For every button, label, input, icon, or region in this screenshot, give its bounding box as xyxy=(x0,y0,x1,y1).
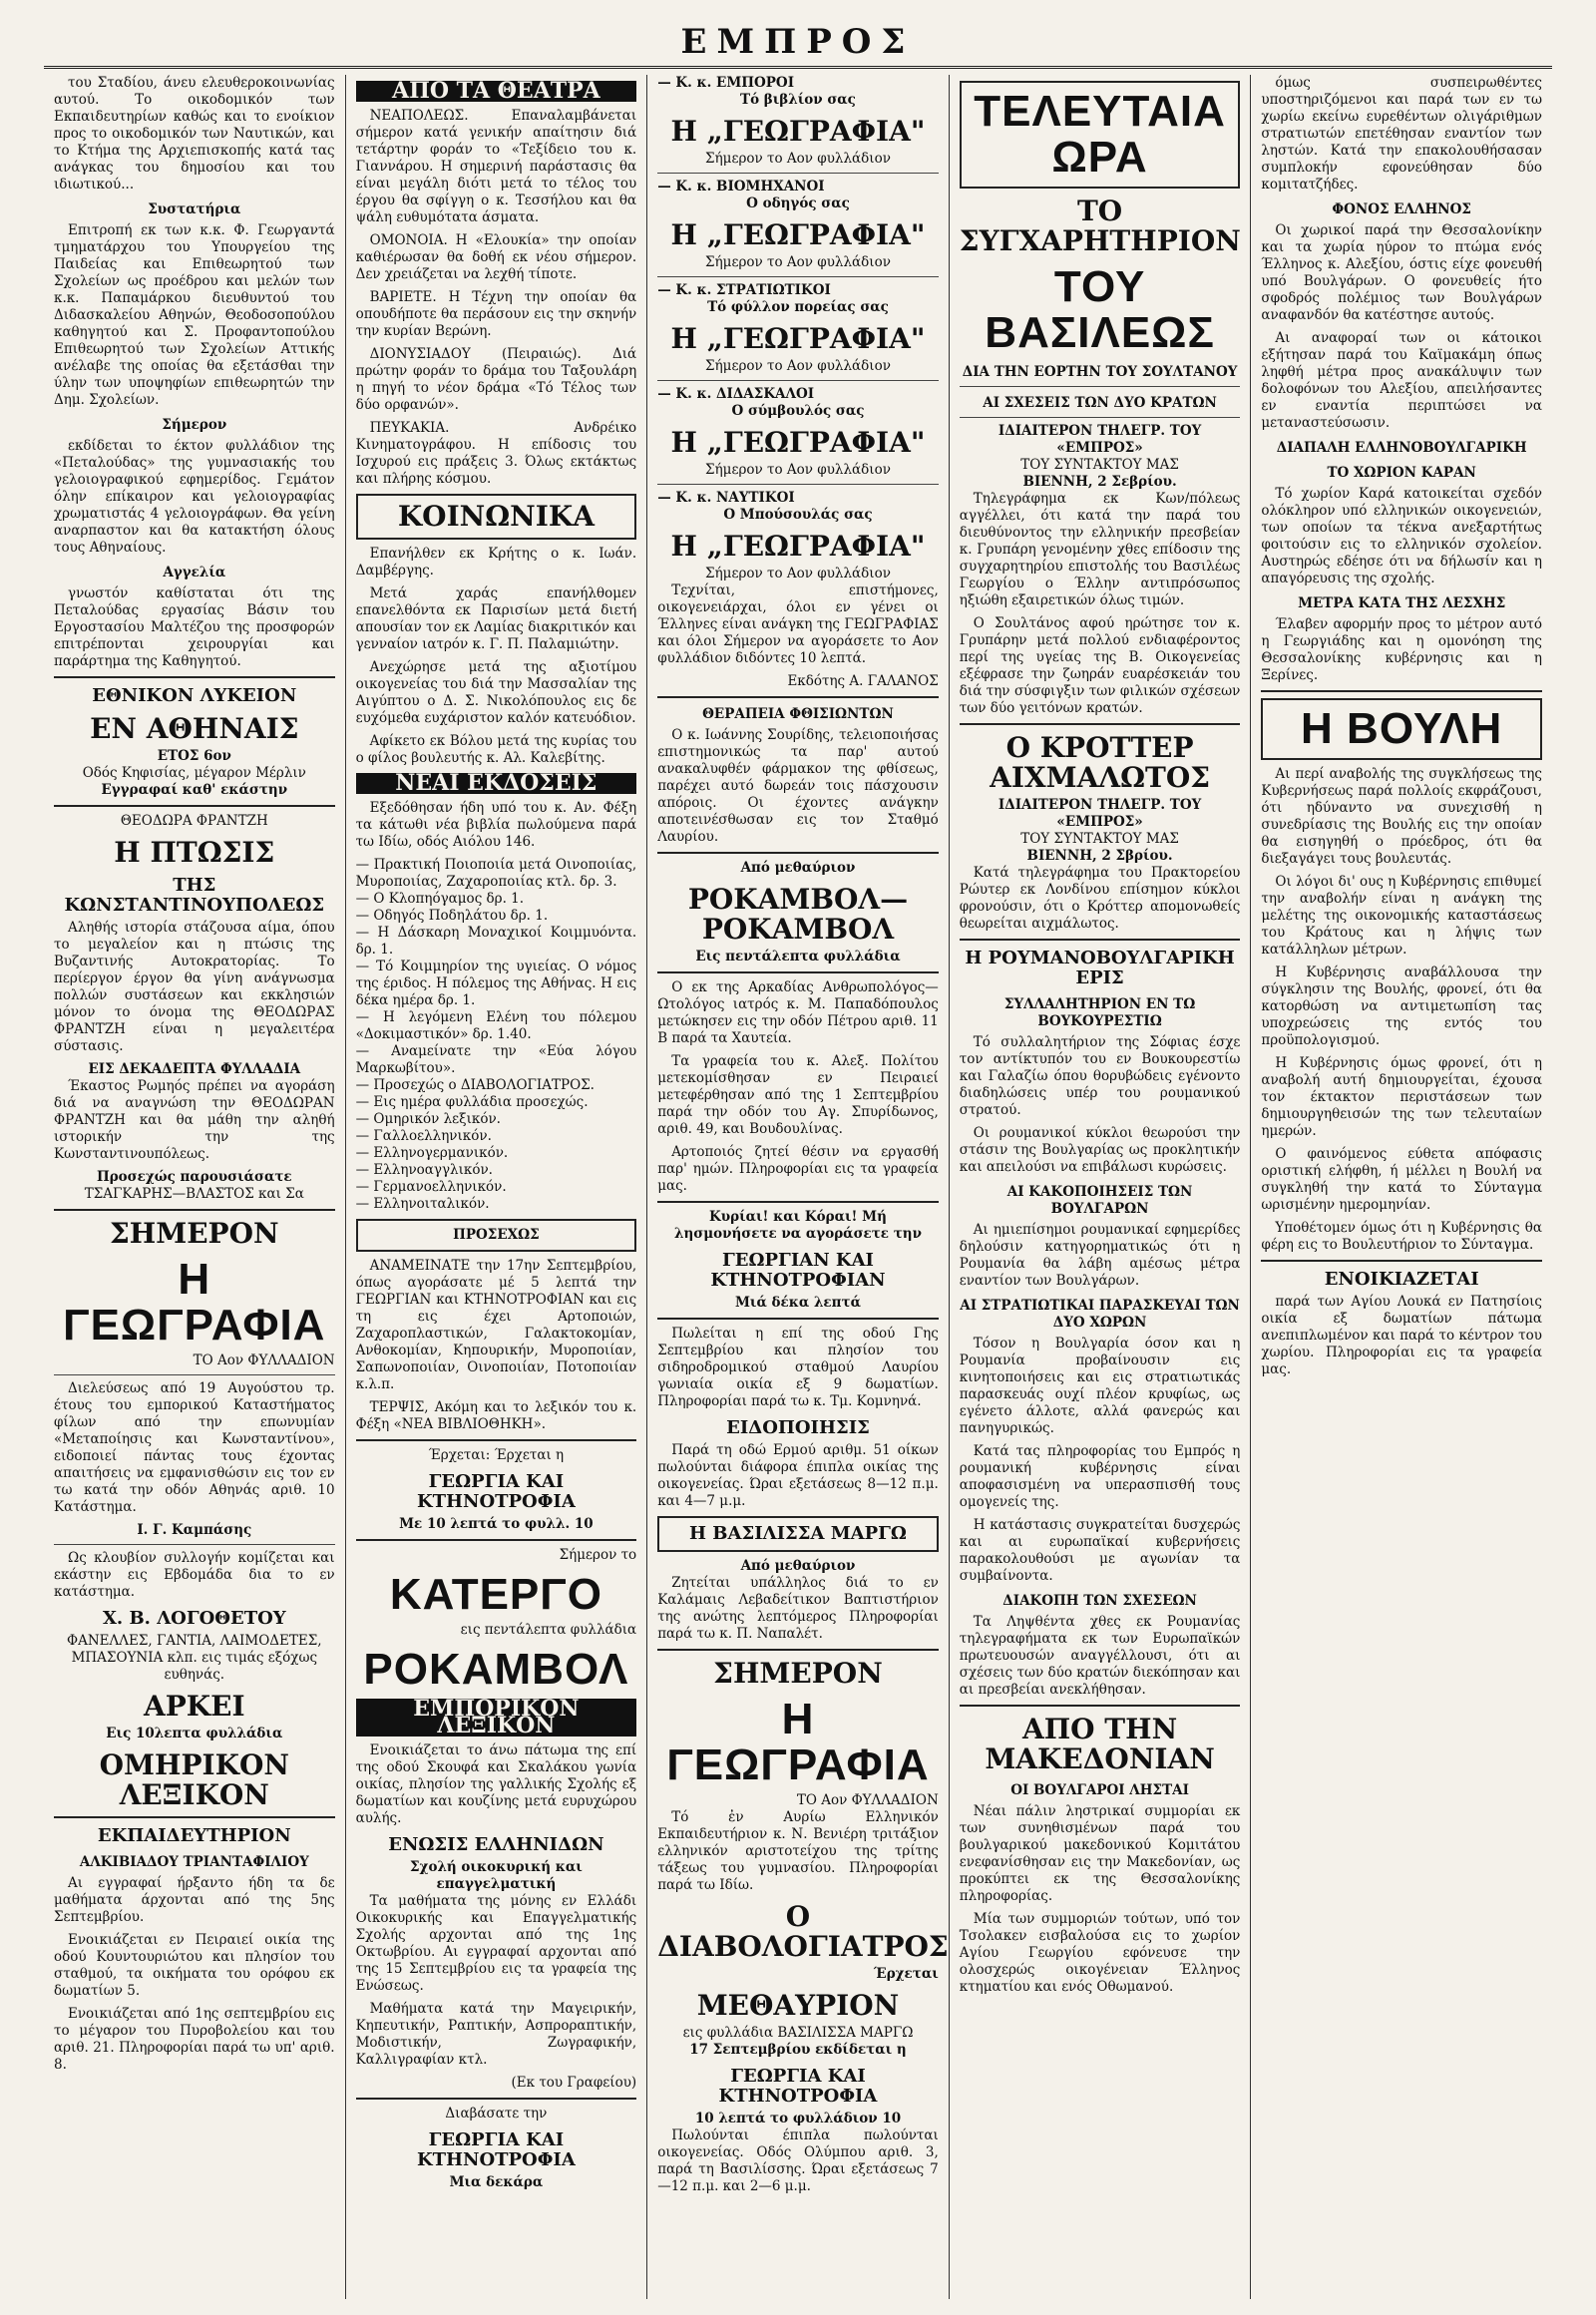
article-text: του Σταδίου, άνευ ελευθεροκοινωνίας αυτού. Το οικοδομικόν των Εκπαιδευτηρίων καθώς και το ενοίκιον προς το οικοδομικόν των Ναυτικών, και το Κτήμα της Αρχιεπισκοπής κατά τας ανάγκας του δημοσίου και του ιδιωτικού... xyxy=(54,75,335,193)
subheadline: ΟΙ ΒΟΥΛΓΑΡΟΙ ΛΗΣΤΑΙ xyxy=(1010,1782,1189,1798)
section-heading: ΘΕΡΑΠΕΙΑ ΦΘΙΣΙΩΝΤΩΝ xyxy=(702,706,894,722)
list-item: — Ελληνοαγγλικόν. xyxy=(355,1162,493,1178)
ad-heading: ΑΛΚΙΒΙΑΔΟΥ ΤΡΙΑΝΤΑΦΙΛΙΟΥ xyxy=(79,1854,309,1870)
divider xyxy=(54,805,335,807)
ad-line: Κυρίαι! και Κόραι! Μή λησμονήσετε να αγοράσετε την xyxy=(673,1209,922,1242)
ad-title: ΕΜΠΟΡΙΚΟΝ ΛΕΞΙΚΟΝ xyxy=(356,1699,637,1736)
section-heading: Σήμερον xyxy=(162,417,227,433)
article-text: Μαθήματα κατά την Μαγειρικήν, Κηπευτικήν, Ραπτικήν, Ασπροραπτικήν, Μοδιστικήν, Ζωγραφικήν, Καλλιγραφίαν κτλ. xyxy=(355,2001,637,2068)
article-text: ΤΕΡΨΙΣ, Ακόμη και το λεξικόν του κ. Φέξη «ΝΕΑ ΒΙΒΛΙΟΘΗΚΗ». xyxy=(355,1399,637,1432)
section-heading: ΚΟΙΝΩΝΙΚΑ xyxy=(356,494,637,540)
article-text: Τα γραφεία του κ. Αλεξ. Πολίτου μετεκομίσθησαν εν Πειραιεί μετεφέρθησαν από της 1 Σεπτεμβρίου παρά την οδόν του Αγ. Σπυρίδωνος, αριθ. 49, και Βουδουλίνας. xyxy=(657,1053,939,1137)
divider xyxy=(960,939,1241,941)
ad-line: 10 λεπτά το φυλλάδιον 10 xyxy=(694,2111,902,2126)
article-text: Μία των συμμοριών τούτων, υπό τον Τσολακεν εισβαλούσα εις το χωρίον Αγίου Γεωργίου εφόνευσε την ολοσχερώς οικογένειαν Έλληνος κτηματίου και ενός Οθωμανού. xyxy=(959,1911,1241,1995)
article-text: Επανήλθεν εκ Κρήτης ο κ. Ιωάν. Δαμβέργης. xyxy=(355,546,637,579)
article-text: Τα Ληψθέντα χθες εκ Ρουμανίας τηλεγραφήματα εκ των Ευρωπαϊκών πρωτευουσών αναγγέλλουσι, ότι αι σχέσεις των δύο κρατών διεκόπησαν και αι πρεσβείαι ανεκλήθησαν. xyxy=(959,1614,1241,1698)
ad-title: Η ΒΑΣΙΛΙΣΣΑ ΜΑΡΓΩ xyxy=(657,1516,939,1552)
divider xyxy=(657,173,939,174)
list-item: — Ελληνογερμανικόν. xyxy=(355,1145,509,1161)
ad-line: Σήμερον το Αον φυλλάδιον xyxy=(705,254,891,270)
ad-title: Η „ΓΕΩΓΡΑΦΙΑ" xyxy=(670,530,926,563)
section-heading: ΕΙΔΟΠΟΙΗΣΙΣ xyxy=(726,1417,870,1438)
article-text: Ο κ. Ιωάννης Σουρίδης, τελειοποιήσας επιστημονικώς τα παρ' αυτού ανακαλυφθέν φάρμακον της φθίσεως, παρέχει αυτό δωρεάν τοις πάσχουσιν απόροις. Οι έχοντες ανάγκην αποτεινέσθωσαν εις τον Σταθμό Λαυρίου. xyxy=(657,727,939,845)
article-text: Αρτοποιός ζητεί θέσιν να εργασθή παρ' ημών. Πληροφορίαι εις τα γραφεία μας. xyxy=(657,1144,939,1194)
ad-heading: ΣΗΜΕΡΟΝ xyxy=(713,1657,883,1690)
list-item: — Τό Κοιμμηρίον της υγιείας. Ο νόμος της έριδος. Η πόλεμος της Αθήνας. Η εις δέκα ημέρα δρ. 1. xyxy=(355,959,637,1008)
subheadline: ΣΥΛΛΑΛΗΤΗΡΙΟΝ ΕΝ ΤΩ ΒΟΥΚΟΥΡΕΣΤΙΩ xyxy=(1003,996,1196,1029)
article-text: ΦΑΝΕΛΛΕΣ, ΓΑΝΤΙΑ, ΛΑΙΜΟΔΕΤΕΣ, ΜΠΑΣΟΥΝΙΑ κλπ. εις τιμάς εξόχως ευθηνάς. xyxy=(67,1633,322,1683)
ad-line: — Κ. κ. ΝΑΥΤΙΚΟΙ xyxy=(657,490,795,506)
divider xyxy=(960,1705,1241,1707)
column-5 xyxy=(1251,75,1552,2299)
article-text: Αι περί αναβολής της συγκλήσεως της Κυβερνήσεως παρά πολλοίς εκφράζουσι, ότι ηδύναντο να συνεχισθή η συνεδρίασις της Βουλής εις την οποίαν θα εισηγηθή ο πρόεδρος, ότι θα διεξαγάγει τους βουλευτάς. xyxy=(1261,766,1542,867)
article-text: Τό ἐν Αυρίω Ελληνικόν Εκπαιδευτήριον κ. Ν. Βενιέρη τριτάξιον ελληνικόν αριστοτείχου της τρίτης τάξεως του γυμνασίου. Πληροφορίαι παρά τω Ιδίω. xyxy=(657,1809,939,1893)
ad-title: Η „ΓΕΩΓΡΑΦΙΑ" xyxy=(670,322,926,355)
book-title: Η ΠΤΩΣΙΣ xyxy=(114,836,275,869)
article-text: Τόσον η Βουλγαρία όσον και η Ρουμανία προβαίνουσιν εις κινητοποιήσεις και εις στρατιωτικάς παρασκευάς ουχί πλέον κρυφίως, ως εγένετο άλλοτε, αλλά φανερώς και πανηγυρικώς. xyxy=(959,1336,1241,1436)
publisher: ΤΣΑΓΚΑΡΗΣ—ΒΛΑΣΤΟΣ και Σα xyxy=(84,1186,304,1202)
article-text: Κατά τηλεγράφημα του Πρακτορείου Ρώυτερ εκ Λονδίνου επίσημον κύκλοι φρονούσιν, ότι ο Κρόττερ απομονωθείς θεωρείται αιχμάλωτος. xyxy=(959,865,1241,932)
ad-heading: ΕΘΝΙΚΟΝ ΛΥΚΕΙΟΝ xyxy=(92,685,297,706)
ad-title: Η „ΓΕΩΓΡΑΦΙΑ" xyxy=(670,426,926,459)
ad-text: Σήμερον το xyxy=(559,1547,637,1563)
section-subheading: Σχολή οικοκυρική και επαγγελματική xyxy=(410,1859,583,1892)
article-text: Ενοικιάζεται εν Πειραιεί οικία της οδού Κουντουριώτου και πλησίον του σταθμού, τα οικήματα του ορόφου εκ δωματίων 5. xyxy=(54,1932,335,1999)
ad-line: εις φυλλάδια ΒΑΣΙΛΙΣΣΑ ΜΑΡΓΩ xyxy=(682,2025,914,2041)
divider xyxy=(54,1209,335,1211)
article-text: όμως συσπειρωθέντες υποστηριζόμενοι και παρά των εν τω χωρίω εκείνω ευρεθέντων ολιγάριθμων στρατιωτών επετέθησαν εναντίον των ληστών. Κατά την επακολουθήσασαν συμπλοκήν εφονεύθησαν δύο κομιτατζήδες. xyxy=(1261,75,1542,193)
article-text: Αι εγγραφαί ήρξαντο ήδη τα δε μαθήματα άρχονται από της 5ης Σεπτεμβρίου. xyxy=(54,1875,335,1925)
ad-text: Μια δεκάρα xyxy=(449,2174,544,2190)
list-item: — Αναμείνατε την «Εύα λόγου Μαρκωβίτου». xyxy=(355,1043,637,1076)
divider xyxy=(657,696,939,698)
article-text: εκδίδεται το έκτον φυλλάδιον της «Πεταλούδας» της γυμνασιακής του γελοιογραφικού εφημερίδος. Γεμάτον όλην επίκαιρον και γελοιογραφίας χρωματιστάς 4 γελοιογράφων. Θα γείνη αναρπαστον και θα κατακτήση όλους τους Αθηναίους. xyxy=(54,438,335,556)
article-text: Τηλεγράφημα εκ Κων/πόλεως αγγέλλει, ότι κατά την παρά του διευθύνοντος την ελληνικήν πρεσβείαν κ. Γρυπάρη γενομένην χθες επίδοσιν της συγχαρητηρίου επιστολής του Βασιλέως Γεωργίου ο Έλλην αντιπρόσωπος ηξιώθη εξαιρετικών όλως τιμών. xyxy=(959,491,1241,608)
ad-line: — Κ. κ. ΔΙΔΑΣΚΑΛΟΙ xyxy=(657,386,815,402)
subheadline: ΔΙΑ ΤΗΝ ΕΟΡΤΗΝ ΤΟΥ ΣΟΥΛΤΑΝΟΥ xyxy=(962,364,1238,380)
article-text: ΑΝΑΜΕΙΝΑΤΕ την 17ην Σεπτεμβρίου, όπως αγοράσατε μέ 5 λεπτά την ΓΕΩΡΓΙΑΝ και ΚΤΗΝΟΤΡΟΦΙΑΝ και εις τη εις έχει Αρτοποιών, Ζαχαροπλαστικών, Γαλακτοκομίαν, Ανθοκομίαν, Κηπουρικήν, Μυροποιίαν, Σαπωνοποιίαν, Οινοποιίαν, Ποτοποιίαν κ.λ.π. xyxy=(355,1258,637,1392)
dateline-source: ΙΔΙΑΙΤΕΡΟΝ ΤΗΛΕΓΡ. ΤΟΥ «ΕΜΠΡΟΣ» xyxy=(998,797,1202,830)
divider xyxy=(657,1649,939,1651)
article-text: ΔΙΟΝΥΣΙΑΔΟΥ (Πειραιώς). Διά πρώτην φοράν το δράμα του Ταξουλάρη η πηγή το νέον δράμα «Τό Τέλος των δύο ορφανών». xyxy=(355,346,637,413)
divider xyxy=(356,2098,637,2100)
list-item: — Εις ημέρα φυλλάδια προσεχώς. xyxy=(355,1094,589,1110)
headline: ΤΟ ΣΥΓΧΑΡΗΤΗΡΙΟΝ xyxy=(959,194,1241,257)
divider xyxy=(657,276,939,277)
ad-line: — Κ. κ. ΣΤΡΑΤΙΩΤΙΚΟΙ xyxy=(657,282,831,298)
ad-line: 17 Σεπτεμβρίου εκδίδεται η xyxy=(689,2042,907,2058)
article-text: ΒΑΡΙΕΤΕ. Η Τέχνη την οποίαν θα οπουδήποτε θα περάσουν εις την σκηνήν την κυρίαν Βερώνη. xyxy=(355,289,637,339)
article-text: Νέαι πάλιν ληστρικαί συμμορίαι εκ των συνηθισμένων παρά του βουλγαρικού μακεδονικού Κομιτάτου ενεφανίσθησαν εις την Μακεδονίαν, ως προκύπτει εκ της Θεσσαλονίκης πληροφορίας. xyxy=(959,1803,1241,1904)
ad-title: ΜΕΘΑΥΡΙΟΝ xyxy=(696,1989,900,2022)
divider xyxy=(657,484,939,485)
article-text: γνωστόν καθίσταται ότι της Πεταλούδας εργασίας Βάσιν του Εργοστασίου Μαλτέζου της προσφορών επιτρέπονται χειρουργίαι και παράρτημα της Καθηγητού. xyxy=(54,585,335,669)
headline: Η ΡΟΥΜΑΝΟΒΟΥΛΓΑΡΙΚΗ ΕΡΙΣ xyxy=(965,948,1235,988)
article-text: παρά των Αγίου Λουκά εν Πατησίοις οικία εξ δωματίων πάτωμα ανεπιπλωμένον και παρά το κέντρον του χωρίου. Πληροφορίαι εις τα γραφεία μας. xyxy=(1261,1294,1542,1377)
headline: ΑΠΟ ΤΗΝ ΜΑΚΕΔΟΝΙΑΝ xyxy=(985,1713,1215,1775)
ad-text: ΕΙΣ ΔΕΚΑΔΕΠΤΑ ΦΥΛΛΑΔΙΑ xyxy=(88,1061,301,1077)
ad-heading: ΟΜΗΡΙΚΟΝ ΛΕΞΙΚΟΝ xyxy=(99,1748,289,1811)
article-text: Τεχνίται, επιστήμονες, οικογενειάρχαι, όλοι εν γένει οι Έλληνες είναι ανάγκη της ΓΕΩΓΡΑΦΙΑΣ και όλοι Σήμερον να αγοράσετε το Αον φυλλάδιον διδόντες 10 λεπτά. xyxy=(657,582,939,666)
ad-text: ΤΟ Αον ΦΥΛΛΑΔΙΟΝ xyxy=(193,1352,335,1368)
article-text: Η Κυβέρνησις όμως φρονεί, ότι η αναβολή αυτή δημιουργείται, έχουσα τον έκτακτον περιστάσεων των δημιουργηθεισών της των τελευταίων ημερών. xyxy=(1261,1055,1542,1139)
column-4 xyxy=(950,75,1252,2299)
article-text: Επιτροπή εκ των κ.κ. Φ. Γεωργαντά τμηματάρχου του Υπουργείου της Παιδείας και Επιθεωρητού των Σχολείων ως προέδρου και μελών των κ.κ. Παπαμάρκου διευθυντού του Διδασκαλείου Αθηνών, Θεοδοσοπούλου καθηγητού και Σ. Προφαντοπούλου Επιθεωρητού των Σχολείων Αττικής ανέλαβε της οποίας θα εξετάσθαι την ύλην των υποψηφίων επιθεωρητών την Δημ. Σχολείων. xyxy=(54,222,335,408)
article-text: Αι αναφοραί των οι κάτοικοι εξήτησαν παρά του Καϊμακάμη όπως ληφθή μέτρα προς ανακάλυψιν των δολοφόνων του Αλεξίου, απειλήσαντες εν εναντία περιπτώσει να μεταναστεύσωσιν. xyxy=(1261,330,1542,431)
ad-line: Σήμερον το Αον φυλλάδιον xyxy=(705,566,891,581)
ad-line: Έρχεται xyxy=(873,1966,939,1982)
ad-text: Εγγραφαί καθ' εκάστην xyxy=(101,782,288,798)
list-item: — Γερμανοελληνικόν. xyxy=(355,1179,507,1195)
ad-title: Η ΓΕΩΓΡΑΦΙΑ xyxy=(666,1695,930,1789)
divider xyxy=(960,723,1241,725)
section-heading: ΝΕΑΙ ΕΚΔΟΣΕΙΣ xyxy=(356,773,637,794)
ad-line: Ο οδηγός σας xyxy=(746,195,850,211)
article-text: Οι ρουμανικοί κύκλοι θεωρούσι την στάσιν της Βουλγαρίας ως προκλητικήν και απειλούσι να επιβάλωσι κυρώσεις. xyxy=(959,1125,1241,1175)
list-item: — Προσεχώς ο ΔΙΑΒΟΛΟΓΙΑΤΡΟΣ. xyxy=(355,1077,595,1093)
ad-text: εις πεντάλεπτα φυλλάδια xyxy=(460,1622,637,1638)
article-text: Η Κυβέρνησις αναβάλλουσα την σύγκλησιν της Βουλής, φρονεί, ότι θα κατορθώση να αντιμετωπίση τας υποχρεώσεις της εντός του προϋπολογισμού. xyxy=(1261,965,1542,1048)
subheadline: ΑΙ ΣΤΡΑΤΙΩΤΙΚΑΙ ΠΑΡΑΣΚΕΥΑΙ ΤΩΝ ΔΥΟ ΧΩΡΩΝ xyxy=(960,1298,1240,1331)
list-item: — Γαλλοελληνικόν. xyxy=(355,1128,492,1144)
article-text: Έλαβεν αφορμήν προς το μέτρον αυτό η Γεωργιάδης και η ομονόηση της Θεσσαλονίκης κυβέρνησις και η Ξερίνες. xyxy=(1261,616,1542,683)
ad-title: Η „ΓΕΩΓΡΑΦΙΑ" xyxy=(670,218,926,251)
ad-text: Έρχεται: Έρχεται η xyxy=(428,1447,565,1463)
headline: ΤΕΛΕΥΤΑΙΑ ΩΡΑ xyxy=(960,81,1241,189)
divider xyxy=(356,1539,637,1541)
ad-line: Σήμερον το Αον φυλλάδιον xyxy=(705,151,891,167)
article-text: Ως κλουβίον συλλογήν κομίζεται και εκάστην εις Εβδομάδα δια το εν κατάστημα. xyxy=(54,1550,335,1600)
subheadline: ΑΙ ΣΧΕΣΕΙΣ ΤΩΝ ΔΥΟ ΚΡΑΤΩΝ xyxy=(983,395,1217,411)
ad-heading: ΑΡΚΕΙ xyxy=(144,1690,245,1723)
list-item: — Πρακτική Ποιοποιία μετά Οινοποιίας, Μυροποιίας, Ζαχαροποιίας κτλ. δρ. 3. xyxy=(355,857,637,890)
ad-line: Ο Μπούσουλάς σας xyxy=(723,507,873,523)
ad-title: ΓΕΩΡΓΙΑ ΚΑΙ ΚΤΗΝΟΤΡΟΦΙΑ xyxy=(416,1471,576,1512)
ad-line: Από μεθαύριον xyxy=(740,860,856,876)
ad-text: (Εκ του Γραφείου) xyxy=(511,2075,637,2091)
ad-text: Οδός Κηφισίας, μέγαρον Μέρλιν xyxy=(82,765,306,781)
article-text: Ενοικιάζεται από 1ης σεπτεμβρίου εις το μέγαρον του Πυροβολείου και του αριθ. 21. Πληροφορίαι παρά τω υπ' αριθ. 8. xyxy=(54,2006,335,2073)
divider xyxy=(657,1318,939,1320)
column-1 xyxy=(44,75,346,2299)
author-name: ΘΕΟΔΩΡΑ ΦΡΑΝΤΖΗ xyxy=(120,813,268,829)
ad-heading: Χ. Β. ΛΟΓΟΘΕΤΟΥ xyxy=(102,1608,286,1629)
article-text: Ο εκ της Αρκαδίας Ανθρωπολόγος—Ωτολόγος ιατρός κ. Μ. Παπαδόπουλος μετώκησεν εις την οδόν Πέτρου αριθ. 11 Β παρά τα Χαυτεία. xyxy=(657,979,939,1046)
article-text: Παρά τη οδώ Ερμού αριθμ. 51 οίκων πωλούνται διάφορα έπιπλα οικίας της οικογενείας. Ώραι εξετάσεως 8—12 π.μ. και 4—7 μ.μ. xyxy=(657,1442,939,1509)
list-item: — Ελληνοιταλικόν. xyxy=(355,1196,490,1212)
ad-title: ΓΕΩΡΓΙΑ ΚΑΙ ΚΤΗΝΟΤΡΟΦΙΑ xyxy=(416,2129,576,2170)
ad-title: ΓΕΩΡΓΙΑΝ ΚΑΙ ΚΤΗΝΟΤΡΟΦΙΑΝ xyxy=(710,1250,886,1291)
ad-line: Εις πεντάλεπτα φυλλάδια xyxy=(695,949,901,965)
article-text: Εξεδόθησαν ήδη υπό του κ. Αν. Φέξη τα κάτωθι νέα βιβλία πωλούμενα παρά τω Ιδίω, οδός Αιόλου 146. xyxy=(355,800,637,850)
ad-heading: ΣΗΜΕΡΟΝ xyxy=(109,1217,279,1250)
ad-title: Η „ΓΕΩΓΡΑΦΙΑ" xyxy=(670,115,926,148)
subheadline: ΤΟ ΧΩΡΙΟΝ ΚΑΡΑΝ xyxy=(1327,465,1476,481)
ad-line: — Κ. κ. ΕΜΠΟΡΟΙ xyxy=(657,75,795,91)
ad-text: Προσεχώς παρουσιάσατε xyxy=(96,1169,292,1185)
publisher: Εκδότης Α. ΓΑΛΑΝΟΣ xyxy=(787,673,939,689)
ad-title: ΓΕΩΡΓΙΑ ΚΑΙ ΚΤΗΝΟΤΡΟΦΙΑ xyxy=(718,2066,878,2107)
subheadline: ΦΟΝΟΣ ΕΛΛΗΝΟΣ xyxy=(1332,201,1471,217)
ad-line: ΤΟ Αον ΦΥΛΛΑΔΙΟΝ xyxy=(796,1792,939,1808)
signature: Ι. Γ. Καμπάσης xyxy=(137,1522,252,1538)
ad-line: Τό φύλλον πορείας σας xyxy=(707,299,889,315)
divider xyxy=(54,1374,335,1375)
article-text: Τα μαθήματα της μόνης εν Ελλάδι Οικοκυρικής και Επαγγελματικής Σχολής αρχονται από της 1ης Οκτωβρίου. Αι εγγραφαί αρχονται από της 15 Σεπτεμβρίου εις τα γραφεία της Ενώσεως. xyxy=(355,1893,637,1994)
divider xyxy=(356,1439,637,1441)
dateline: ΒΙΕΝΝΗ, 2 Σβρίου. xyxy=(1026,848,1173,864)
subheadline: ΑΙ ΚΑΚΟΠΟΙΗΣΕΙΣ ΤΩΝ ΒΟΥΛΓΑΡΩΝ xyxy=(1006,1184,1193,1217)
section-heading: ΑΠΟ ΤΑ ΘΕΑΤΡΑ xyxy=(356,81,637,102)
ad-heading: ΕΚΠΑΙΔΕΥΤΗΡΙΟΝ xyxy=(97,1825,291,1846)
ad-text: Με 10 λεπτά το φυλλ. 10 xyxy=(399,1516,594,1532)
section-heading: Συστατήρια xyxy=(148,201,241,217)
subheadline: ΔΙΑΠΑΛΗ ΕΛΛΗΝΟΒΟΥΛΓΑΡΙΚΗ xyxy=(1276,440,1527,456)
list-item: — Ομηρικόν λεξικόν. xyxy=(355,1111,501,1127)
divider xyxy=(657,852,939,854)
dateline-source: ΙΔΙΑΙΤΕΡΟΝ ΤΗΛΕΓΡ. ΤΟΥ «ΕΜΠΡΟΣ» xyxy=(998,423,1202,456)
article-text: Ανεχώρησε μετά της αξιοτίμου οικογενείας του διά την Μασσαλίαν της Αιγύπτου ο Δ. Σ. Νικολόπουλος εις δε ευχόμεθα ευχάριστον καλόν κατευόδιον. xyxy=(355,659,637,726)
ad-line: Μιά δέκα λεπτά xyxy=(734,1295,861,1311)
section-heading: ΕΝΩΣΙΣ ΕΛΛΗΝΙΔΩΝ xyxy=(388,1834,604,1855)
masthead: ΕΜΠΡΟΣ xyxy=(44,22,1552,69)
subheadline: ΔΙΑΚΟΠΗ ΤΩΝ ΣΧΕΣΕΩΝ xyxy=(1002,1593,1197,1609)
article-text: Τό χωρίον Καρά κατοικείται σχεδόν ολόκληρον υπό ελληνικών οικογενειών, των οποίων τα τέκνα ανεξαρτήτως φοιτούσιν εις το ελληνικόν σχολείον. Αυστηρώς εδέησε ότι να δήλωσίν και η απαγόρευσις της σχολής. xyxy=(1261,486,1542,586)
book-subtitle: ΤΗΣ ΚΩΝΣΤΑΝΤΙΝΟΥΠΟΛΕΩΣ xyxy=(64,875,325,916)
article-text: Ζητείται υπάλληλος διά το εν Καλάμαις Λεβαδείτικον Βαπτιστήριον της ανώτης λεπτόμερος Πληροφορίαι παρά τω κ. Π. Ναπαλέτ. xyxy=(657,1575,939,1642)
divider xyxy=(1261,690,1542,692)
divider xyxy=(54,676,335,678)
ad-heading: ΕΝΟΙΚΙΑΖΕΤΑΙ xyxy=(1324,1269,1479,1290)
ad-text: ΕΤΟΣ 6ον xyxy=(157,748,231,764)
article-text: Ενοικιάζεται το άνω πάτωμα της επί της οδού Σκουφά και Σκαλάκου γωνία οικίας, πλησίον της γαλλικής Σχολής εξ δωματίων και κουζίνης μετά ευρυχώρου αυλής. xyxy=(355,1742,637,1826)
article-text: Ο φαινόμενος εύθετα απόφασις οριστική ελήφθη, ή μέλλει η Βουλή να συγκληθή την κατά το Σύνταγμα ωρισμένην ημερομηνίαν. xyxy=(1261,1146,1542,1213)
article-text: Έκαστος Ρωμηός πρέπει να αγοράση διά να αναγνώση την ΘΕΟΔΩΡΑΝ ΦΡΑΝΤΖΗ και θα μάθη την αληθή ιστορικήν την της Κωνσταντινουπόλεως. xyxy=(54,1078,335,1162)
divider xyxy=(54,1544,335,1545)
ad-line: Ο σύμβουλός σας xyxy=(731,403,865,419)
article-text: Αληθής ιστορία στάζουσα αίμα, όπου το μεγαλείον και η πτώσις της Βυζαντινής Αυτοκρατορίας. Το περίεργον έργον θα γίνη ανάγνωσμα πολλών συστάσεων και εκκλησιών μόνον το όνομα της ΘΕΟΔΩΡΑΣ ΦΡΑΝΤΖΗ είναι η μεγαλειτέρα σύστασις. xyxy=(54,920,335,1054)
divider xyxy=(657,971,939,973)
section-heading: Αγγελία xyxy=(163,565,226,580)
divider xyxy=(960,417,1241,418)
article-text: Οι χωρικοί παρά την Θεσσαλονίκην και τα χωρία ηύρον το πτώμα ενός Έλληνος κ. Αλεξίου, όστις είχε φονευθή υπό Βουλγάρων. Ο φονευθείς ήτο σφοδρός πολέμιος των Βουλγάρων αναφανδόν θα κατέστησε αυτούς. xyxy=(1261,222,1542,323)
headline: Η ΒΟΥΛΗ xyxy=(1261,698,1542,760)
article-text: Η κατάστασις συγκρατείται δυσχερώς και αι ευρωπαϊκαί κυβερνήσεις παρακολουθούσι με αγωνίαν τα συμβαίνοντα. xyxy=(959,1517,1241,1584)
ad-text: Διαβάσατε την xyxy=(445,2106,548,2122)
ad-title: Η ΓΕΩΓΡΑΦΙΑ xyxy=(63,1255,326,1350)
article-text: ΟΜΟΝΟΙΑ. Η «Ελουκία» την οποίαν καθιέρωσαν θα δοθή εκ νέου σήμερον. Δεν χρειάζεται να λεχθή τίποτε. xyxy=(355,232,637,282)
subheadline: ΜΕΤΡΑ ΚΑΤΑ ΤΗΣ ΛΕΣΧΗΣ xyxy=(1298,595,1506,611)
ad-title: ΚΑΤΕΡΓΟ xyxy=(389,1570,602,1619)
ad-line: Σήμερον το Αον φυλλάδιον xyxy=(705,462,891,478)
article-text: Μετά χαράς επανήλθομεν επανελθόντα εκ Παρισίων μετά διετή απουσίαν τον εκ Λαμίας διακριτικόν και γενναίον ιατρόν κ. Γ. Π. Παλαμιώτην. xyxy=(355,585,637,652)
column-2 xyxy=(346,75,648,2299)
ad-title: ΡΟΚΑΜΒΟΛ—ΡΟΚΑΜΒΟΛ xyxy=(687,883,909,946)
list-item: — Η λεγόμενη Ελένη του πόλεμου «Δοκιμαστικόν» δρ. 1.40. xyxy=(355,1009,637,1042)
list-item: — Ο Κλοπηόγαμος δρ. 1. xyxy=(355,891,525,907)
list-item: — Οδηγός Ποδηλάτου δρ. 1. xyxy=(355,908,549,924)
article-text: Αφίκετο εκ Βόλου μετά της κυρίας του ο φίλος βουλευτής κ. Αλ. Καλεβίτης. xyxy=(355,733,637,766)
ad-title: Ο ΔΙΑΒΟΛΟΓΙΑΤΡΟΣ xyxy=(657,1900,949,1963)
ad-line: Σήμερον το Αον φυλλάδιον xyxy=(705,358,891,374)
article-text: Ο Σουλτάνος αφού ηρώτησε τον κ. Γρυπάρην μετά πολλού ενδιαφέροντος περί της υγείας της Β. Οικογενείας εξέφρασε την ζωηράν ευαρέσκειάν του διά την σύσφιγξιν των φιλικών σχέσεων των δύο γειτόνων κρατών. xyxy=(959,615,1241,716)
divider xyxy=(1261,1260,1542,1262)
boxed-label: ΠΡΟΣΕΧΩΣ xyxy=(356,1219,637,1252)
article-text: Αι ημιεπίσημοι ρουμανικαί εφημερίδες δηλούσιν κατηγορηματικώς ότι η Ρουμανία θα λάβη αμέσως μέτρα εναντίον των Βουλγάρων. xyxy=(959,1222,1241,1289)
article-text: Πωλούνται έπιπλα πωλούνται οικογενείας. Οδός Ολύμπου αριθ. 3, παρά τη Βασιλίσσης. Ώραι εξετάσεως 7—12 π.μ. και 2—6 μ.μ. xyxy=(657,2127,939,2194)
headline: Ο ΚΡΟΤΤΕΡ ΑΙΧΜΑΛΩΤΟΣ xyxy=(990,731,1211,794)
ad-line: Τό βιβλίον σας xyxy=(740,92,856,108)
article-text: Πωλείται η επί της οδού Γης Σεπτεμβρίου και πλησίον του σιδηροδρομικού σταθμού Λαυρίου γωνιαία οικία εξ 9 δωματίων. Πληροφορίαι παρά τω κ. Τμ. Κομνηνά. xyxy=(657,1326,939,1409)
headline: ΤΟΥ ΒΑΣΙΛΕΩΣ xyxy=(985,262,1215,357)
article-text: ΠΕΥΚΑΚΙΑ. Ανδρέικο Κινηματογράφου. Η επίδοσις του Ισχυρού εις πράξεις 3. Όλως εκτάκτως και πλήρης κόσμου. xyxy=(355,420,637,487)
dateline: ΒΙΕΝΝΗ, 2 Σεβρίου. xyxy=(1022,474,1177,490)
article-text: ΝΕΑΠΟΛΕΩΣ. Επαναλαμβάνεται σήμερον κατά γενικήν απαίτησιν διά τετάρτην φοράν το «Τεξίδειο του κ. Γιαννάρου. Η σημερινή παράστασις θα είναι μεγάλη διότι μετά το τέλος του έργου θα σφίγγη ο κ. Τεσσήλου και θα ψάλη ευθυμότατα άσματα. xyxy=(355,108,637,225)
dateline-source: ΤΟΥ ΣΥΝΤΑΚΤΟΥ ΜΑΣ xyxy=(1020,457,1179,473)
divider xyxy=(960,386,1241,387)
article-text: Διελεύσεως από 19 Αυγούστου τρ. έτους του εμπορικού Καταστήματος φίλων από την επωνυμίαν «Μεταποίησις και Κωνσταντίνου», ειδοποιεί πάντας τους έχοντας απαιτήσεις να εμφανισθώσιν εις τον εν τω κατά την οδόν Αθηνάς αριθ. 10 Κατάστημα. xyxy=(54,1380,335,1515)
columns xyxy=(44,75,1552,2299)
article-text: Οι λόγοι δι' ους η Κυβέρνησις επιθυμεί την αναβολήν είναι η ανάγκη της μελέτης της οικονομικής καταστάσεως του Κράτους και η λήψις των κατάλληλων μέτρων. xyxy=(1261,874,1542,958)
dateline-source: ΤΟΥ ΣΥΝΤΑΚΤΟΥ ΜΑΣ xyxy=(1020,831,1179,847)
divider xyxy=(657,1201,939,1203)
divider xyxy=(54,1816,335,1818)
article-text: Τό συλλαλητήριον της Σόφιας έσχε τον αντίκτυπόν του εν Βουκουρεστίω και Γαλαζίω όπου θορυβώδεις εγένοντο διαδηλώσεις υπέρ του ρουμανικού στρατού. xyxy=(959,1034,1241,1118)
article-text: Κατά τας πληροφορίας του Εμπρός η ρουμανική κυβέρνησις είναι αποφασισμένη να υπερασπισθή τους ομογενείς της. xyxy=(959,1443,1241,1510)
book-list xyxy=(356,857,637,1213)
ad-heading: ΕΝ ΑΘΗΝΑΙΣ xyxy=(90,712,299,745)
divider xyxy=(657,380,939,381)
ad-title: ΡΟΚΑΜΒΟΛ xyxy=(363,1645,629,1694)
column-3 xyxy=(647,75,950,2299)
ad-line: Από μεθαύριον xyxy=(740,1558,856,1574)
article-text: Υποθέτομεν όμως ότι η Κυβέρνησις θα φέρη εις το Βουλευτήριον το Σύνταγμα. xyxy=(1261,1220,1542,1253)
list-item: — Η Δάσκαρη Μοναχικοί Κοιμμυόντα. δρ. 1. xyxy=(355,925,637,958)
ad-text: Εις 10λεπτα φυλλάδια xyxy=(106,1726,283,1741)
ad-line: — Κ. κ. ΒΙΟΜΗΧΑΝΟΙ xyxy=(657,179,825,194)
